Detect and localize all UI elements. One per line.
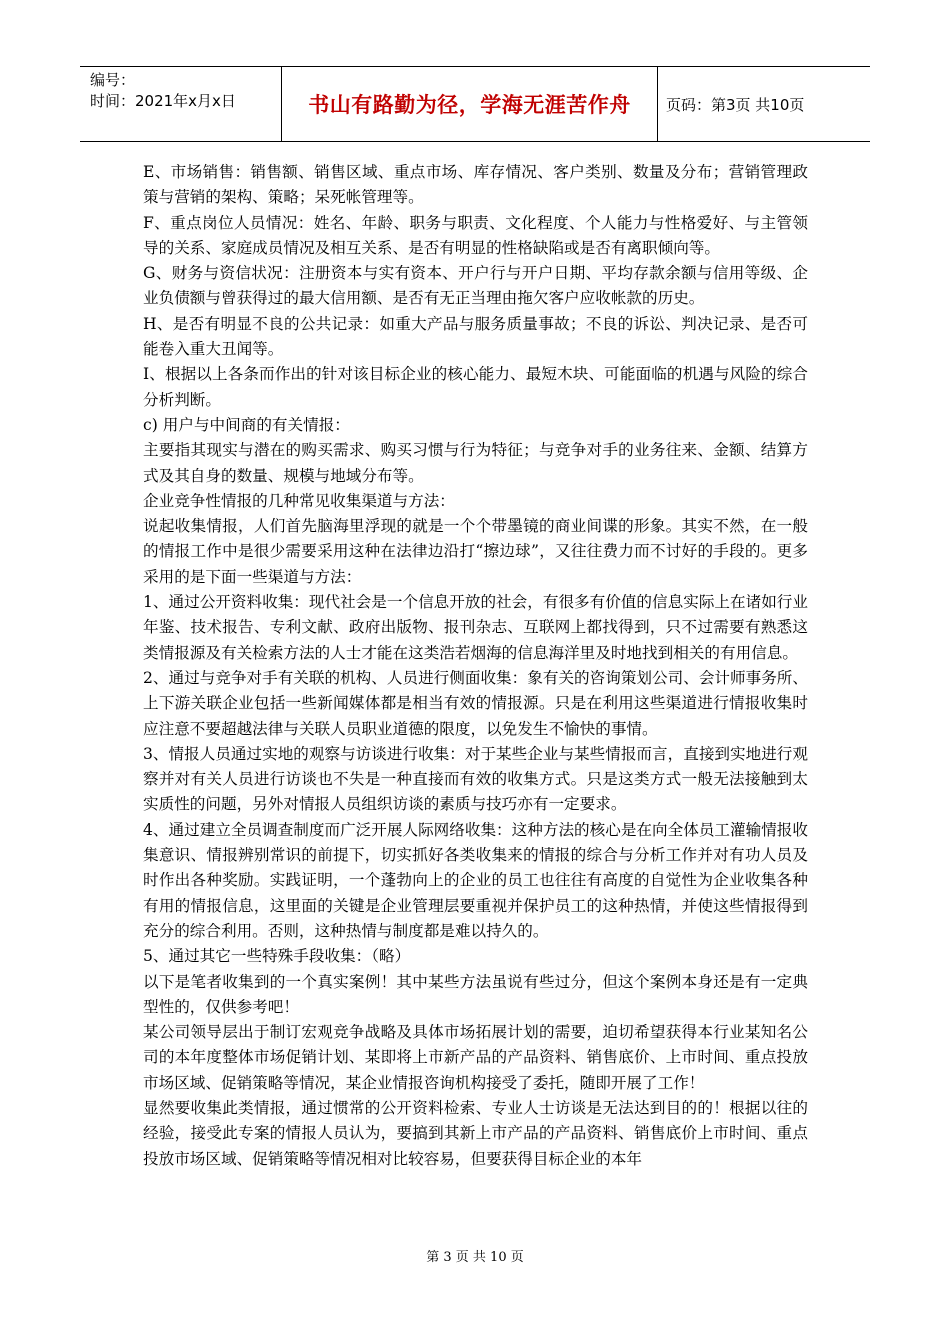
- paragraph: 企业竞争性情报的几种常见收集渠道与方法：: [143, 491, 455, 510]
- paragraph: 2、通过与竞争对手有关联的机构、人员进行侧面收集：象有关的咨询策划公司、会计师事务所、上下游关联企业包括一些新闻媒体都是相当有效的情报源。只是在利用这些渠道进行情报收集时应注意不要超越法律与关联人员职业道德的限度，以免发生不愉快的事情。: [143, 668, 808, 738]
- paragraph: I、根据以上各条而作出的针对该目标企业的核心能力、最短木块、可能面临的机遇与风险的综合分析判断。: [143, 365, 808, 409]
- paragraph: E、市场销售：销售额、销售区域、重点市场、库存情况、客户类别、数量及分布；营销管理政策与营销的架构、策略；呆死帐管理等。: [143, 163, 808, 207]
- paragraph: 显然要收集此类情报，通过惯常的公开资料检索、专业人士访谈是无法达到目的的！根据以往的经验，接受此专案的情报人员认为，要搞到其新上市产品的产品资料、销售底价上市时间、重点投放市场区域、促销策略等情况相对比较容易，但要获得目标企业的本年: [143, 1098, 808, 1168]
- paragraph: 说起收集情报，人们首先脑海里浮现的就是一个个带墨镜的商业间谍的形象。其实不然，在一般的情报工作中是很少需要采用这种在法律边沿打“擦边球”，又往往费力而不讨好的手段的。更多采用的是下面一些渠道与方法：: [143, 517, 808, 586]
- paragraph: 主要指其现实与潜在的购买需求、购买习惯与行为特征；与竞争对手的业务往来、金额、结算方式及其自身的数量、规模与地域分布等。: [143, 441, 808, 485]
- paragraph: 某公司领导层出于制订宏观竞争战略及具体市场拓展计划的需要，迫切希望获得本行业某知名公司的本年度整体市场促销计划、某即将上市新产品的产品资料、销售底价、上市时间、重点投放市场区域、促销策略等情况，某企业情报咨询机构接受了委托，随即开展了工作！: [143, 1023, 808, 1092]
- page-header: [80, 66, 870, 142]
- header-page-info: 页码：第3页 共10页: [666, 95, 805, 114]
- document-date: 时间：2021年x月x日: [90, 92, 236, 110]
- paragraph: 以下是笔者收集到的一个真实案例！其中某些方法虽说有些过分，但这个案例本身还是有一定典型性的，仅供参考吧！: [143, 972, 808, 1016]
- paragraph: 1、通过公开资料收集：现代社会是一个信息开放的社会，有很多有价值的信息实际上在诸如行业年鉴、技术报告、专利文献、政府出版物、报刊杂志、互联网上都找得到，只不过需要有熟悉这类情报源及有关检索方法的人士才能在这类浩若烟海的信息海洋里及时地找到相关的有用信息。: [143, 593, 808, 662]
- document-number-label: 编号：: [90, 71, 136, 89]
- paragraph: c) 用户与中间商的有关情报：: [143, 415, 350, 434]
- header-page-cell: [658, 67, 870, 141]
- header-motto-cell: [282, 67, 658, 141]
- paragraph: 4、通过建立全员调查制度而广泛开展人际网络收集：这种方法的核心是在向全体员工灌输情报收集意识、情报辨别常识的前提下，切实抓好各类收集来的情报的综合与分析工作并对有功人员及时作出各种奖励。实践证明，一个蓬勃向上的企业的员工也往往有高度的自觉性为企业收集各种有用的情报信息，这里面的关键是企业管理层要重视并保护员工的这种热情，并使这些情报得到充分的综合利用。否则，这种热情与制度都是难以持久的。: [143, 820, 808, 940]
- paragraph: F、重点岗位人员情况：姓名、年龄、职务与职责、文化程度、个人能力与性格爱好、与主管领导的关系、家庭成员情况及相互关系、是否有明显的性格缺陷或是否有离职倾向等。: [143, 213, 808, 257]
- paragraph: 3、情报人员通过实地的观察与访谈进行收集：对于某些企业与某些情报而言，直接到实地进行观察并对有关人员进行访谈也不失是一种直接而有效的收集方式。只是这类方式一般无法接触到太实质性的问题，另外对情报人员组织访谈的素质与技巧亦有一定要求。: [143, 744, 808, 814]
- header-motto: 书山有路勤为径，学海无涯苦作舟: [308, 93, 631, 117]
- page-footer: 第 3 页 共 10 页: [426, 1250, 524, 1265]
- paragraph: 5、通过其它一些特殊手段收集：（略）: [143, 947, 411, 966]
- document-body: [143, 160, 808, 1172]
- paragraph: H、是否有明显不良的公共记录：如重大产品与服务质量事故；不良的诉讼、判决记录、是否可能卷入重大丑闻等。: [143, 314, 808, 359]
- header-meta-cell: [80, 67, 282, 141]
- paragraph: G、财务与资信状况：注册资本与实有资本、开户行与开户日期、平均存款余额与信用等级、企业负债额与曾获得过的最大信用额、是否有无正当理由拖欠客户应收帐款的历史。: [143, 264, 808, 308]
